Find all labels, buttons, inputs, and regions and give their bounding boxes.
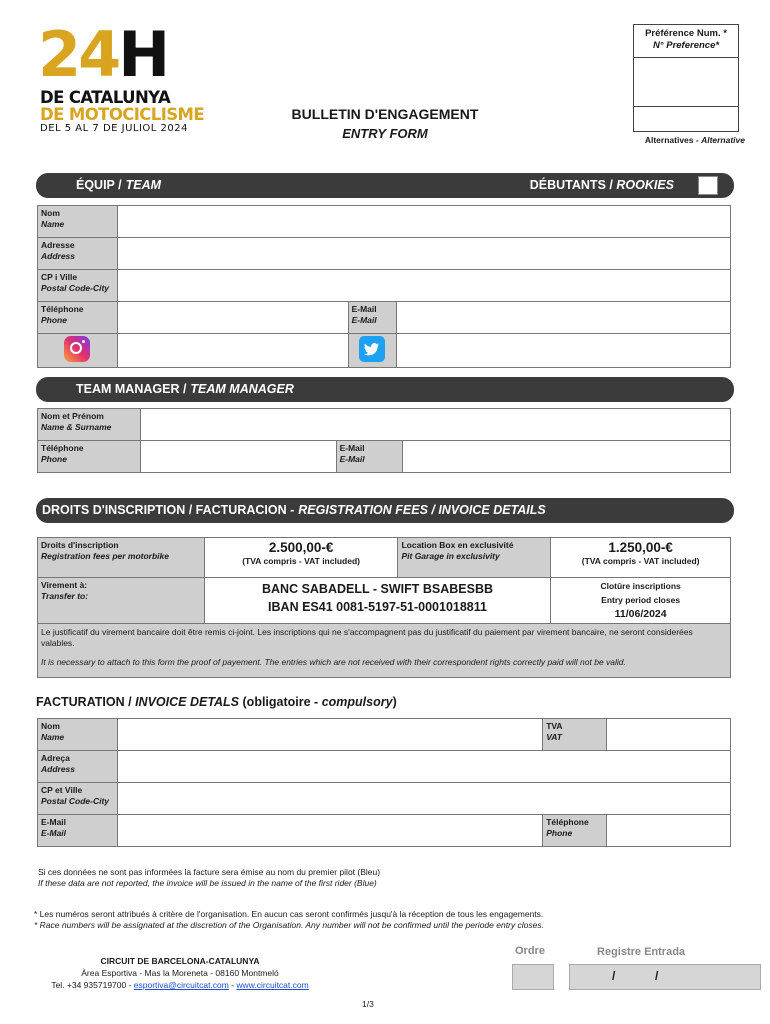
team-section-bar: ÉQUIP / TEAM DÉBUTANTS / ROOKIES: [36, 173, 734, 198]
bank-iban: IBAN ES41 0081-5197-51-0001018811: [268, 600, 487, 614]
team-name-label: Nom Name: [38, 206, 118, 238]
alternative-number-field[interactable]: [634, 107, 738, 131]
order-field[interactable]: [512, 964, 554, 990]
team-email-field[interactable]: [396, 302, 730, 334]
rookies-checkbox[interactable]: [698, 176, 718, 195]
invoice-data-note: Si ces données ne sont pas informées la facture sera émise au nom du premier pilot (Bleu) If these data are not reported, the invoice will be issued in the name of the first rider (Blue): [38, 867, 381, 888]
instagram-field[interactable]: [117, 334, 348, 368]
team-email-label: E-Mail E-Mail: [348, 302, 396, 334]
twitter-cell: [348, 334, 396, 368]
fees-table: [37, 537, 731, 678]
invoice-heading: FACTURATION / INVOICE DETALS (obligatoire - compulsory): [36, 695, 397, 709]
entry-closes-label: Clotûre inscriptions: [600, 581, 681, 591]
entry-closes-date: 11/06/2024: [614, 608, 667, 620]
twitter-icon: [359, 336, 385, 362]
entry-closes-cell: [551, 578, 731, 624]
race-numbers-note: * Les numéros seront attribués à critère de l'organisation. En aucun cas seront confirmés jusqu'à la réception de tous les engagements. * Race numbers will be assignated at the discretion of the Organisation. Any number will not be confirmed until the periode entry closes.: [34, 909, 544, 930]
transfer-label: Virement à: Transfer to:: [38, 578, 205, 624]
payment-note: Le justificatif du virement bancaire doit être remis ci-joint. Les inscriptions qui ne s'accompagnent pas du justificatif du paiement par virement bancaire, ne seront considerées valables. It is necessary to attach to this form the proof of payement. The entries which are not received with their correspondent rights correctly paid will not be valid.: [38, 624, 731, 678]
team-phone-label: Téléphone Phone: [38, 302, 118, 334]
logo-line-3: DEL 5 AL 7 DE JULIOL 2024: [40, 123, 188, 134]
invoice-postal-field[interactable]: [117, 783, 730, 815]
manager-phone-field[interactable]: [140, 441, 336, 473]
team-postal-field[interactable]: [117, 270, 730, 302]
rookies-label: DÉBUTANTS / ROOKIES: [529, 178, 674, 192]
manager-email-label: E-Mail E-Mail: [336, 441, 402, 473]
registry-label: Registre Entrada: [597, 946, 686, 958]
logo-line-1: DE CATALUNYA: [40, 88, 171, 107]
team-name-field[interactable]: [117, 206, 730, 238]
fees-value-cell: [204, 538, 398, 578]
invoice-email-field[interactable]: [117, 815, 542, 847]
circuit-contact: Tel. +34 935719700 - esportiva@circuitcat.com - www.circuitcat.com: [51, 980, 309, 990]
page-number: 1/3: [362, 999, 374, 1009]
manager-email-field[interactable]: [402, 441, 730, 473]
manager-name-label: Nom et Prénom Name & Surname: [38, 409, 141, 441]
preference-box: [633, 24, 739, 132]
preference-number-field[interactable]: [634, 58, 738, 107]
website-link[interactable]: www.circuitcat.com: [236, 980, 309, 990]
invoice-phone-field[interactable]: [607, 815, 731, 847]
circuit-address: [30, 955, 330, 991]
manager-table: [37, 408, 731, 473]
invoice-vat-field[interactable]: [607, 719, 731, 751]
fees-vat-note: (TVA compris - VAT included): [242, 556, 360, 566]
invoice-name-label: Nom Name: [38, 719, 118, 751]
email-link[interactable]: esportiva@circuitcat.com: [133, 980, 229, 990]
team-postal-label: CP i Ville Postal Code-City: [38, 270, 118, 302]
form-subtitle: ENTRY FORM: [342, 126, 428, 141]
twitter-field[interactable]: [396, 334, 730, 368]
pit-garage-vat-note: (TVA compris - VAT included): [581, 556, 700, 566]
entry-closes-label-en: Entry period closes: [601, 595, 681, 605]
invoice-phone-label: Téléphone Phone: [543, 815, 607, 847]
invoice-address-label: Adreça Address: [38, 751, 118, 783]
invoice-email-label: E-Mail E-Mail: [38, 815, 118, 847]
pit-garage-label: Location Box en exclusivité Pit Garage in exclusivity: [398, 538, 551, 578]
fees-section-bar: DROITS D'INSCRIPTION / FACTURACION - REGISTRATION FEES / INVOICE DETAILS: [36, 498, 734, 523]
invoice-address-field[interactable]: [117, 751, 730, 783]
invoice-table: [37, 718, 731, 847]
pit-garage-value-cell: [551, 538, 731, 578]
bank-details: [204, 578, 550, 624]
fees-label: Droits d'inscription Registration fees per motorbike: [38, 538, 205, 578]
manager-name-field[interactable]: [140, 409, 730, 441]
instagram-icon: [64, 336, 90, 362]
instagram-cell: [38, 334, 118, 368]
invoice-name-field[interactable]: [117, 719, 542, 751]
logo-line-2: DE MOTOCICLISME: [40, 105, 205, 124]
team-address-label: Adresse Address: [38, 238, 118, 270]
form-title: BULLETIN D'ENGAGEMENT: [291, 106, 479, 122]
team-address-field[interactable]: [117, 238, 730, 270]
registry-field[interactable]: / /: [569, 964, 761, 990]
alternatives-label: Alternatives - Alternative: [644, 135, 745, 145]
team-table: [37, 205, 731, 368]
bank-swift: BANC SABADELL - SWIFT BSABESBB: [261, 582, 494, 596]
circuit-name: CIRCUIT DE BARCELONA-CATALUNYA: [100, 956, 260, 966]
invoice-vat-label: TVA VAT: [543, 719, 607, 751]
invoice-postal-label: CP et Ville Postal Code-City: [38, 783, 118, 815]
order-label: Ordre: [515, 945, 545, 957]
pit-garage-value: 1.250,00-€: [608, 540, 673, 555]
manager-section-bar: TEAM MANAGER / TEAM MANAGER: [36, 377, 734, 402]
manager-phone-label: Téléphone Phone: [38, 441, 141, 473]
preference-header: Préférence Num. * N° Preference*: [634, 25, 738, 58]
logo-24h: 24H: [38, 18, 168, 91]
team-phone-field[interactable]: [117, 302, 348, 334]
fees-value: 2.500,00-€: [268, 540, 334, 555]
circuit-street: Àrea Esportiva - Mas la Moreneta - 08160 Montmeló: [81, 968, 279, 978]
